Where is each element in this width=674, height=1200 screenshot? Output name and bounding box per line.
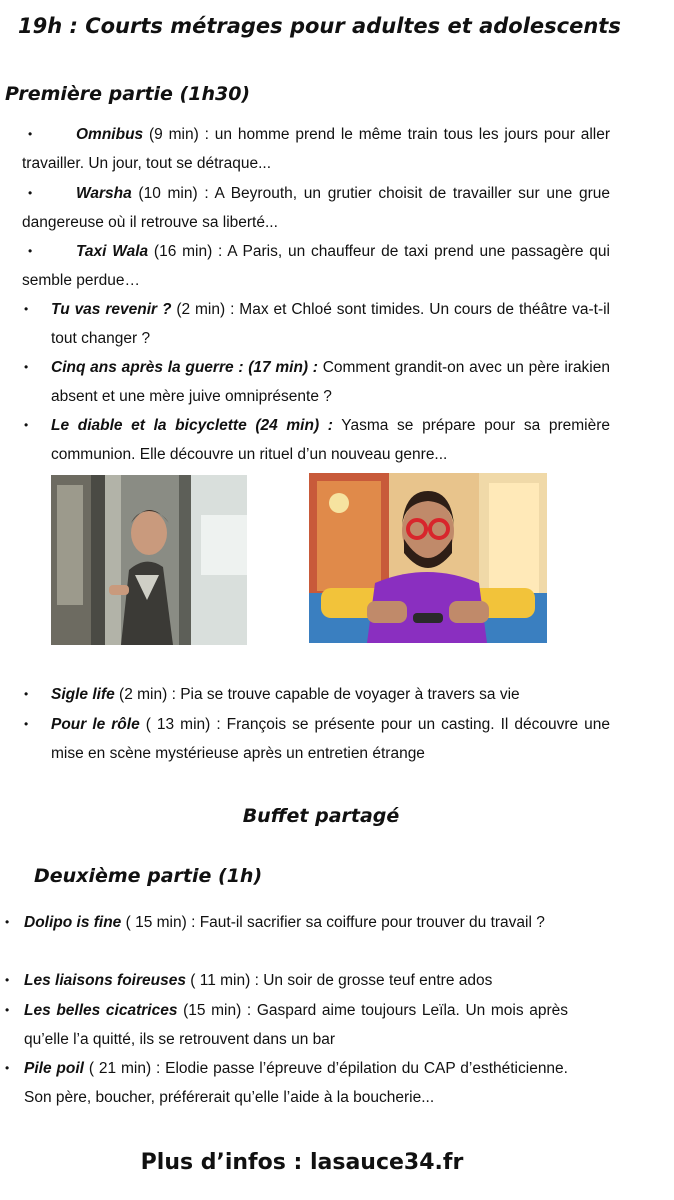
bullet: • <box>5 973 10 987</box>
animation-image <box>309 473 547 643</box>
film-title: Les belles cicatrices <box>24 1002 178 1019</box>
bullet: • <box>24 418 29 432</box>
list-item <box>5 1054 568 1112</box>
part1-heading: Première partie (1h30) <box>5 83 251 105</box>
film-description: Comment grandit-on avec un père irakien absent et une mère juive omniprésente ? <box>51 359 610 405</box>
film-title: Les liaisons foireuses <box>24 972 186 989</box>
list-item <box>24 680 610 709</box>
list-item <box>22 179 610 237</box>
film-title: Pile poil <box>24 1060 84 1077</box>
film-title: Warsha <box>76 185 132 202</box>
film-title: Pour le rôle <box>51 716 140 733</box>
list-item <box>5 966 568 995</box>
bullet: • <box>5 915 10 929</box>
film-description: (15 min) : Gaspard aime toujours Leïla. Un mois après qu’elle l’a quitté, ils se retrouvent dans un bar <box>24 1002 569 1048</box>
bullet: • <box>5 1061 10 1075</box>
film-description: ( 13 min) : François se présente pour un casting. Il découvre une mise en scène mystérieuse après un entretien étrange <box>51 716 610 762</box>
film-title: Omnibus <box>76 126 144 143</box>
film-still-animation <box>309 473 547 643</box>
list-item <box>24 710 610 768</box>
list-item <box>5 908 568 937</box>
bullet: • <box>24 302 29 316</box>
film-title: Cinq ans après la guerre : (17 min) : <box>51 359 318 376</box>
footer-link: Plus d’infos : lasauce34.fr <box>140 1150 464 1175</box>
page-title: 19h : Courts métrages pour adultes et adolescents <box>18 14 621 38</box>
film-description: (10 min) : A Beyrouth, un grutier choisit de travailler sur une grue dangereuse où il retrouve sa liberté... <box>22 185 610 231</box>
list-item <box>5 996 569 1054</box>
train-image <box>51 475 247 645</box>
film-title: Taxi Wala <box>76 243 149 260</box>
film-title: Tu vas revenir ? <box>51 301 172 318</box>
film-description: (9 min) : un homme prend le même train tous les jours pour aller travailler. Un jour, tout se détraque... <box>22 126 610 172</box>
film-description: ( 21 min) : Elodie passe l’épreuve d’épilation du CAP d’esthéticienne. Son père, boucher, préférerait qu’elle l’aide à la boucherie... <box>24 1060 568 1106</box>
buffet-heading: Buffet partagé <box>242 805 400 827</box>
bullet: • <box>28 186 33 200</box>
film-description: ( 11 min) : Un soir de grosse teuf entre ados <box>185 972 493 989</box>
bullet: • <box>5 1003 10 1017</box>
list-item <box>24 295 610 353</box>
film-description: Yasma se prépare pour sa première communion. Elle découvre un rituel d’un nouveau genre... <box>51 417 610 463</box>
list-item <box>24 353 610 411</box>
film-description: (16 min) : A Paris, un chauffeur de taxi prend une passagère qui semble perdue… <box>22 243 610 289</box>
list-item <box>24 411 610 469</box>
film-title: Dolipo is fine <box>24 914 122 931</box>
bullet: • <box>28 244 33 258</box>
film-title: Sigle life <box>51 686 115 703</box>
bullet: • <box>28 127 33 141</box>
film-description: ( 15 min) : Faut-il sacrifier sa coiffure pour trouver du travail ? <box>121 914 545 931</box>
bullet: • <box>24 717 29 731</box>
part2-heading: Deuxième partie (1h) <box>34 865 263 887</box>
list-item <box>22 237 610 295</box>
list-item <box>22 120 610 178</box>
film-title: Le diable et la bicyclette (24 min) : <box>51 417 333 434</box>
film-description: (2 min) : Pia se trouve capable de voyager à travers sa vie <box>114 686 520 703</box>
bullet: • <box>24 360 29 374</box>
film-still-omnibus <box>51 475 247 645</box>
bullet: • <box>24 687 29 701</box>
film-description: (2 min) : Max et Chloé sont timides. Un cours de théâtre va-t-il tout changer ? <box>51 301 610 347</box>
